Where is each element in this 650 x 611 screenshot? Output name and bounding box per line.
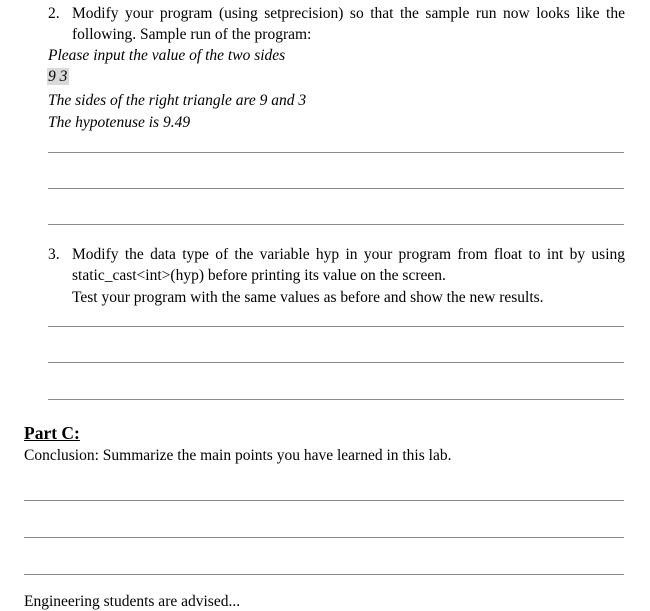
part-c-instruction: Conclusion: Summarize the main points you have learned in this lab. [24,447,452,464]
answer-line-q3-2[interactable] [48,362,624,363]
sample-run-input [47,68,69,86]
answer-line-q2-1[interactable] [48,152,624,153]
answer-line-q3-3[interactable] [48,399,624,400]
sample-run-output-hypotenuse: The hypotenuse is 9.49 [48,114,191,131]
answer-line-conclusion-2[interactable] [24,537,624,538]
sample-run-prompt: Please input the value of the two sides [48,47,286,64]
question-3-line-1: Modify the data type of the variable hyp in your program from float to int by using [72,246,625,263]
cutoff-next-section-text: Engineering students are advised... [24,593,241,610]
answer-line-q2-2[interactable] [48,188,624,189]
question-3-line-3: Test your program with the same values as before and show the new results. [72,289,544,306]
question-3-line-2: static_cast<int>(hyp) before printing its value on the screen. [72,267,446,284]
answer-line-conclusion-1[interactable] [24,500,624,501]
question-2-line-1: Modify your program (using setprecision) so that the sample run now looks like the [72,5,625,22]
answer-line-q3-1[interactable] [48,326,624,327]
question-3-number: 3. [48,246,60,263]
sample-run-input-value: 9 3 [48,68,68,85]
answer-line-conclusion-3[interactable] [24,574,624,575]
cutoff-next-section [0,590,650,610]
question-2-line-2: following. Sample run of the program: [72,26,312,43]
part-c-title: Part C: [24,423,80,443]
sample-run-output-sides: The sides of the right triangle are 9 and 3 [48,92,307,109]
question-2-number: 2. [48,5,60,22]
answer-line-q2-3[interactable] [48,224,624,225]
